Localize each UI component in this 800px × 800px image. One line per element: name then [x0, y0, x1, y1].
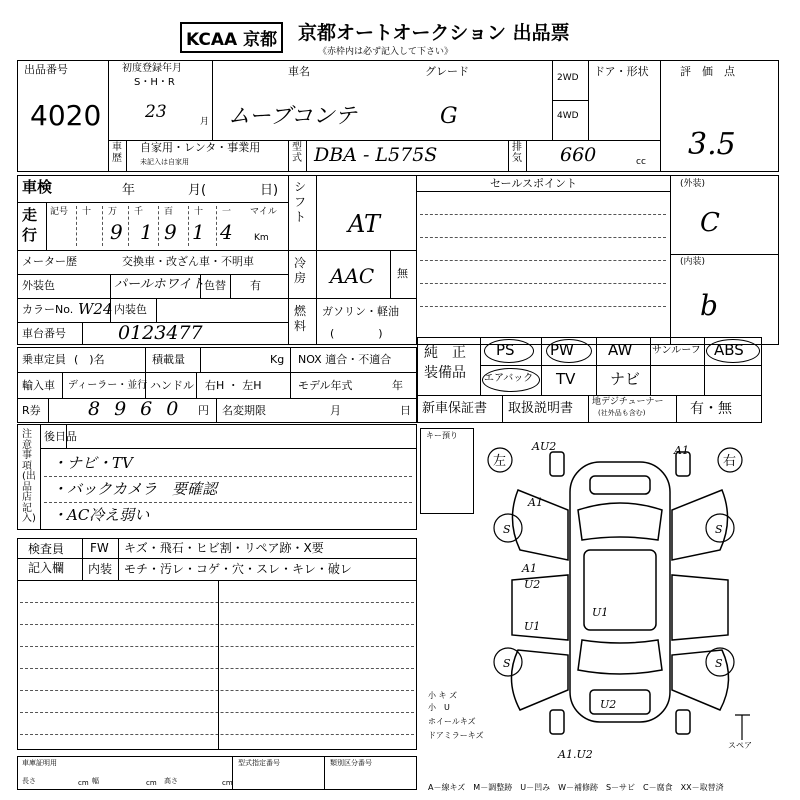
- sales-label: セールスポイント: [490, 177, 578, 190]
- spare-label: スペア: [728, 741, 752, 750]
- mileage-digit: 9: [110, 220, 123, 244]
- chassis-value: 0123477: [118, 322, 203, 344]
- equipment-label-2: 装備品: [424, 365, 466, 381]
- handle-options: 右H ・ 左H: [205, 379, 262, 392]
- cert-width: 幅: [92, 777, 99, 785]
- mark-s-2: S: [715, 523, 723, 536]
- color-no-label: カラーNo.: [22, 303, 74, 316]
- mileage-digit-label: マイル: [250, 207, 277, 217]
- fuel-options: ガソリン・軽油: [322, 305, 399, 318]
- key-box: [420, 428, 474, 514]
- tuner-note: (社外品も含む): [598, 409, 646, 417]
- warranty-label: 新車保証書: [422, 401, 488, 416]
- mark-u1-roof: U1: [592, 606, 609, 619]
- shaken-year: 年: [122, 183, 136, 198]
- cert-height: 高さ: [164, 777, 178, 785]
- mileage-digit-label: 一: [222, 207, 232, 217]
- color-no-value: W24: [78, 300, 113, 318]
- inspector-label-1: 検査員: [28, 542, 65, 556]
- mileage-digit-label: 十: [194, 207, 204, 217]
- car-diagram: [428, 440, 780, 761]
- capacity-label: 乗車定員: [22, 353, 66, 366]
- ext-label: (外装): [680, 179, 706, 189]
- recycle-label: R券: [22, 404, 41, 417]
- lot-number: 4020: [30, 99, 102, 132]
- ext-value: C: [700, 208, 720, 238]
- mark-u2-rear: U2: [600, 698, 617, 711]
- exterior-label: 外装色: [22, 279, 55, 292]
- reg-era: S・H・R: [134, 77, 175, 88]
- diagram-right: 右: [723, 454, 737, 469]
- fuel-paren: ( ): [330, 327, 383, 340]
- meter-label: メーター歴: [22, 255, 77, 268]
- ac-label: 冷房: [294, 256, 307, 285]
- disp-label: 排気: [512, 142, 522, 164]
- mark-s-3: S: [503, 657, 511, 670]
- color-change-label: 色替: [204, 279, 226, 292]
- equip-tv: TV: [556, 370, 576, 388]
- mark-a1u2-bottom: A1.U2: [558, 748, 593, 761]
- tuner-options: 有・無: [690, 401, 732, 417]
- int-insp-label: 内装: [88, 562, 113, 576]
- chassis-label: 車台番号: [22, 327, 66, 340]
- nox-label: NOX 適合・不適合: [298, 353, 392, 366]
- mark-u2-door: U2: [524, 578, 541, 591]
- mark-au2: AU2: [532, 440, 557, 453]
- inspector-label-2: 記入欄: [28, 561, 65, 575]
- name-label: 車名: [288, 65, 310, 78]
- fw-label: FW: [90, 541, 109, 555]
- grade-label: グレード: [425, 65, 469, 78]
- ac-none: 無: [397, 267, 408, 280]
- notes-label: 注意事項(出品店記入): [22, 429, 36, 524]
- reg-label: 初度登録年月: [122, 63, 182, 74]
- note-line-3: ・AC冷え弱い: [52, 506, 150, 524]
- mark-a1-door: A1: [522, 562, 537, 575]
- nc-day: 日: [400, 404, 411, 417]
- mileage-digit-label: 百: [164, 207, 174, 217]
- mileage-digit-label: 千: [134, 207, 144, 217]
- later-label: 後日品: [44, 430, 77, 443]
- int-value: b: [700, 289, 718, 322]
- name-change-label: 名変期限: [222, 404, 266, 417]
- mileage-digit: 1: [192, 220, 205, 244]
- mark-s-4: S: [715, 657, 723, 670]
- cert-cm1: cm: [78, 779, 89, 787]
- reg-year: 23: [145, 102, 167, 122]
- key-label: キー預り: [426, 431, 458, 440]
- mark-s-1: S: [503, 523, 511, 536]
- note-line-1: ・ナビ・TV: [52, 454, 133, 472]
- equip-navi: ナビ: [610, 370, 641, 388]
- equip-ps: PS: [496, 341, 515, 359]
- yen-unit: 円: [198, 404, 209, 417]
- mileage-digit-label: 万: [108, 207, 118, 217]
- score-label: 評 価 点: [680, 65, 735, 78]
- dealer-label: ディーラー・並行: [68, 380, 148, 391]
- form-title: 京都オートオークション 出品票: [298, 22, 570, 44]
- legend-wheel: ホイールキズ: [428, 717, 476, 726]
- mileage-label: 走行: [22, 206, 38, 244]
- mark-u1-left: U1: [524, 620, 541, 633]
- km-unit: Km: [254, 233, 269, 243]
- interior-label: 内装色: [114, 303, 147, 316]
- shift-label: シフト: [294, 180, 307, 224]
- car-name: ムーブコンテ: [228, 104, 357, 129]
- model-value: DBA - L575S: [314, 144, 438, 166]
- drive-4wd: 4WD: [557, 111, 579, 121]
- equip-pw: PW: [550, 341, 574, 359]
- shaken-day: 日): [260, 183, 279, 198]
- type-label: 型式指定番号: [238, 759, 280, 767]
- history-options: 自家用・レンタ・事業用: [140, 141, 261, 154]
- nc-month: 月: [330, 404, 341, 417]
- fw-text: キズ・飛石・ヒビ割・リペア跡・X要: [124, 541, 324, 555]
- model-year-label: モデル年式: [298, 379, 353, 392]
- equipment-label-1: 純 正: [424, 345, 466, 361]
- class-label: 類別区分番号: [330, 759, 372, 767]
- shift-value: AT: [348, 210, 381, 238]
- recycle-value: 8960: [88, 398, 193, 420]
- grade-value: G: [440, 104, 458, 129]
- history-label: 車歴: [112, 142, 122, 164]
- mark-a1-left: A1: [528, 496, 543, 509]
- history-note: 未記入は自家用: [140, 158, 189, 166]
- load-label: 積載量: [152, 353, 185, 366]
- door-label: ドア・形状: [594, 65, 649, 78]
- form-note: 《赤枠内は必ず記入して下さい》: [318, 47, 454, 57]
- mileage-digit: 1: [140, 220, 153, 244]
- handle-label: ハンドル: [150, 379, 194, 392]
- int-insp-text: モチ・汚レ・コゲ・穴・スレ・キレ・破レ: [124, 562, 352, 576]
- diagram-left: 左: [493, 454, 507, 469]
- ac-value: AAC: [330, 264, 375, 288]
- damage-legend: A－線キズ M－調整跡 U－凹み W－補修跡 S－サビ C－腐食 XX－取替済: [428, 783, 724, 792]
- drive-2wd: 2WD: [557, 73, 579, 83]
- equip-airbag: エアバック: [484, 373, 534, 384]
- legend-small-dent: 小 U: [428, 703, 450, 712]
- mileage-digit: 9: [164, 220, 177, 244]
- equip-abs: ABS: [714, 341, 744, 359]
- note-line-2: ・バックカメラ 要確認: [52, 480, 218, 498]
- tuner-label: 地デジチューナー: [592, 397, 664, 407]
- shaken-label: 車検: [22, 178, 53, 196]
- disp-value: 660: [560, 144, 597, 166]
- mileage-digit: 4: [220, 220, 233, 244]
- mileage-digit-label: 十: [82, 207, 92, 217]
- manual-label: 取扱説明書: [508, 401, 574, 416]
- exterior-value: パールホワイト: [114, 277, 205, 292]
- import-label: 輸入車: [22, 379, 55, 392]
- capacity-unit: ( )名: [74, 353, 105, 366]
- score-value: 3.5: [688, 127, 736, 162]
- equip-sunroof: サンルーフ: [652, 345, 701, 356]
- cert-length: 長さ: [22, 777, 36, 785]
- cert-label: 車庫証明用: [22, 759, 57, 767]
- mark-a1-top: A1: [674, 444, 689, 457]
- mileage-digit-label: 記号: [50, 207, 69, 217]
- month-unit: 月: [200, 117, 210, 127]
- color-change-value: 有: [250, 279, 261, 292]
- load-unit: Kg: [270, 353, 285, 366]
- legend-small-scratch: 小 キ ズ: [428, 691, 458, 700]
- lot-label: 出品番号: [24, 63, 68, 76]
- cert-cm3: cm: [222, 779, 233, 787]
- fuel-label: 燃料: [294, 304, 307, 333]
- shaken-month: 月(: [188, 183, 207, 198]
- model-label: 型式: [292, 142, 302, 164]
- equip-aw: AW: [608, 341, 633, 359]
- legend-mirror: ドアミラーキズ: [428, 731, 484, 740]
- cc-unit: cc: [636, 157, 646, 167]
- logo: KCAA 京都: [180, 22, 283, 53]
- model-year-unit: 年: [392, 379, 403, 392]
- int-label: (内装): [680, 257, 706, 267]
- meter-options: 交換車・改ざん車・不明車: [122, 255, 254, 268]
- cert-cm2: cm: [146, 779, 157, 787]
